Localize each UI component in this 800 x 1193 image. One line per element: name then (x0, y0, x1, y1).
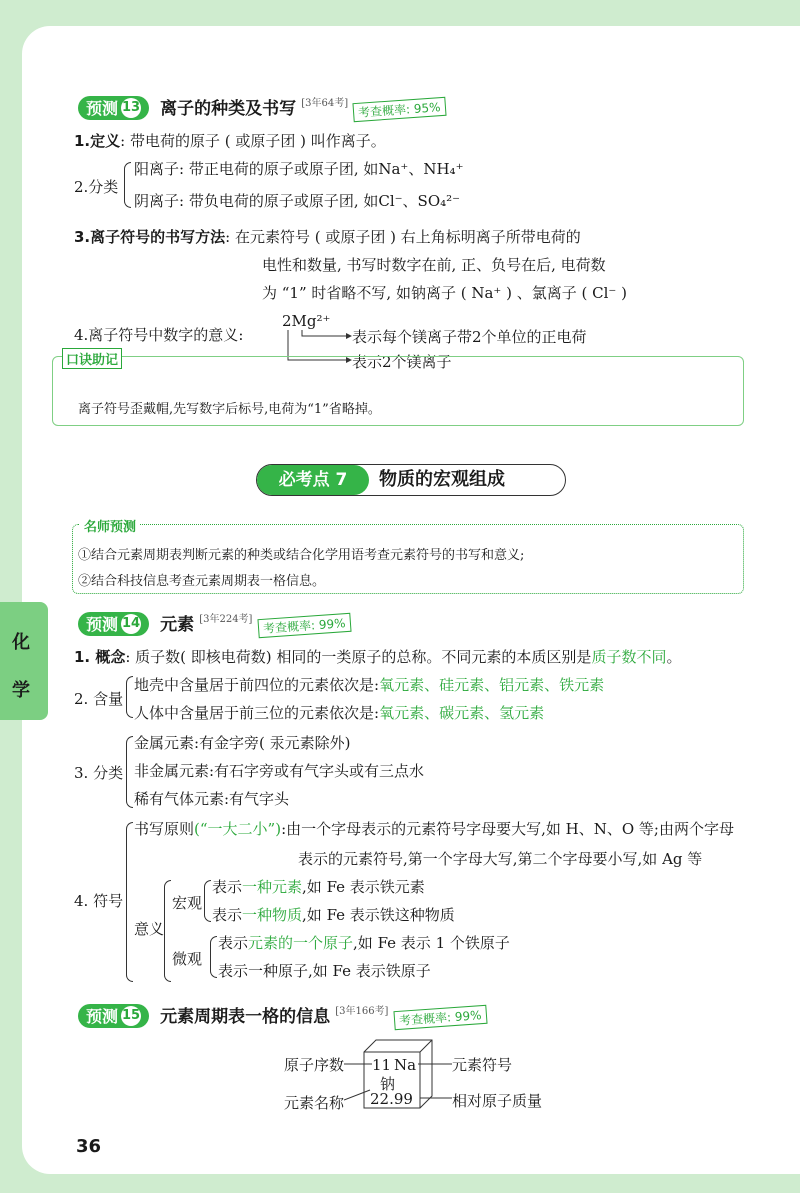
rule-line-1: 书写原则(“一大二小”):由一个字母表示的元素符号字母要大写,如 H、N、O 等;由两个字母 (134, 820, 734, 838)
label-atomic-number: 原子序数 (284, 1056, 345, 1074)
teacher-item-1: ①结合元素周期表判断元素的种类或结合化学用语考查元素符号的书写和意义; (78, 548, 525, 563)
writing-line-3: 为 “1” 时省略不写, 如钠离子 ( Na⁺ ) 、氯离子 ( Cl⁻ ) (262, 284, 627, 302)
kind-a: 金属元素:有金字旁( 汞元素除外) (134, 734, 351, 752)
macro-1: 表示一种元素,如 Fe 表示铁元素 (212, 878, 425, 896)
page-number: 36 (76, 1136, 102, 1157)
definition: 1.定义: 带电荷的原子 ( 或原子团 ) 叫作离子。 (74, 132, 386, 150)
teacher-label: 名师预测 (80, 516, 140, 535)
writing-line-2: 电性和数量, 书写时数字在前, 正、负号在后, 电荷数 (262, 256, 606, 274)
probability-stamp: 考查概率: 99% (257, 613, 351, 638)
section-title: 元素周期表一格的信息 (160, 1007, 331, 1027)
concept: 1. 概念: 质子数( 即核电荷数) 相同的一类原子的总称。不同元素的本质区别是质子数不同。 (74, 648, 682, 666)
probability-stamp: 考查概率: 95% (353, 97, 447, 122)
writing-method: 3.离子符号的书写方法: 在元素符号 ( 或原子团 ) 右上角标明离子所带电荷的 (74, 228, 581, 246)
micro-label: 微观 (172, 950, 203, 968)
brace (126, 736, 133, 808)
content-line-1: 地壳中含量居于前四位的元素依次是:氧元素、硅元素、铝元素、铁元素 (134, 676, 605, 694)
kind-label: 3. 分类 (74, 764, 124, 782)
brace (124, 162, 131, 208)
ion-symbol: 2Mg²⁺ (282, 312, 331, 330)
kind-b: 非金属元素:有石字旁或有气字头或有三点水 (134, 762, 425, 780)
meaning-label: 4.离子符号中数字的意义: (74, 326, 244, 344)
cell-number: 11 (372, 1056, 392, 1074)
mnemonic-text: 离子符号歪戴帽,先写数字后标号,电荷为“1”省略掉。 (78, 402, 381, 417)
macro-2: 表示一种物质,如 Fe 表示铁这种物质 (212, 906, 455, 924)
predict-pill: 预测 13 (78, 96, 149, 120)
meaning-a: 表示每个镁离子带2个单位的正电荷 (352, 328, 587, 346)
cell-mass: 22.99 (370, 1090, 413, 1108)
section-13-header (78, 94, 446, 120)
content-label: 2. 含量 (74, 690, 124, 708)
macro-label: 宏观 (172, 894, 203, 912)
key-point-banner (256, 464, 566, 496)
key-point-title: 物质的宏观组成 (379, 469, 505, 490)
section-14-header (78, 610, 350, 636)
brace (210, 936, 217, 978)
brace (126, 822, 133, 982)
content-line-2: 人体中含量居于前三位的元素依次是:氧元素、碳元素、氢元素 (134, 704, 545, 722)
label-symbol: 元素符号 (452, 1056, 513, 1074)
subject-char-2: 学 (12, 680, 30, 701)
meaning-b: 表示2个镁离子 (352, 353, 452, 371)
label-element-name: 元素名称 (284, 1094, 345, 1112)
cell-name: 钠 (380, 1075, 396, 1093)
cation-line: 阳离子: 带正电荷的原子或原子团, 如Na⁺、NH₄⁺ (134, 160, 464, 178)
symbol-label: 4. 符号 (74, 892, 124, 910)
mnemonic-label: 口诀助记 (62, 348, 122, 369)
section-15-header (78, 1002, 486, 1028)
predict-pill: 预测 15 (78, 1004, 149, 1028)
kind-c: 稀有气体元素:有气字头 (134, 790, 290, 808)
probability-stamp: 考查概率: 99% (393, 1005, 487, 1030)
label-mass: 相对原子质量 (452, 1092, 543, 1110)
classify-label: 2.分类 (74, 178, 119, 196)
subject-tab (0, 602, 48, 720)
section-title: 元素 (160, 615, 195, 635)
cell-symbol: Na (394, 1056, 417, 1074)
exam-count: [3年166考] (335, 1006, 389, 1017)
exam-count: [3年224考] (199, 614, 253, 625)
meaning-word: 意义 (134, 920, 165, 938)
exam-count: [3年64考] (301, 98, 349, 109)
subject-char-1: 化 (12, 632, 30, 653)
teacher-item-2: ②结合科技信息考查元素周期表一格信息。 (78, 574, 326, 589)
section-title: 离子的种类及书写 (160, 99, 297, 119)
rule-line-2: 表示的元素符号,第一个字母大写,第二个字母要小写,如 Ag 等 (298, 850, 703, 868)
cell-leader-lines (344, 1060, 456, 1106)
predict-pill: 预测 14 (78, 612, 149, 636)
brace (164, 880, 171, 982)
key-point-number: 必考点 7 (257, 465, 369, 495)
brace (204, 880, 211, 922)
anion-line: 阴离子: 带负电荷的原子或原子团, 如Cl⁻、SO₄²⁻ (134, 192, 461, 210)
brace (126, 676, 133, 718)
micro-1: 表示元素的一个原子,如 Fe 表示 1 个铁原子 (218, 934, 510, 952)
micro-2: 表示一种原子,如 Fe 表示铁原子 (218, 962, 431, 980)
